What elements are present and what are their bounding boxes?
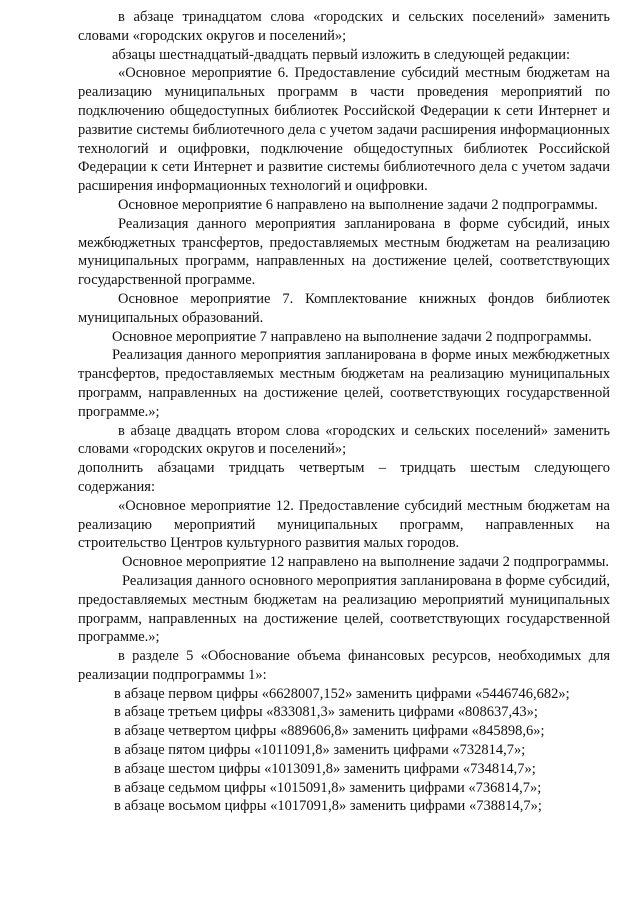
- paragraph-1: в абзаце тринадцатом слова «городских и сельских поселений» заменить словами «городских округов и поселений»;: [78, 9, 610, 44]
- paragraph-7: Основное мероприятие 7 направлено на выполнение задачи 2 подпрограммы.: [112, 328, 592, 345]
- amendment-list: [78, 685, 610, 817]
- list-item: в абзаце шестом цифры «1013091,8» заменить цифрами «734814,7»;: [114, 760, 536, 777]
- list-item: в абзаце первом цифры «6628007,152» заменить цифрами «5446746,682»;: [114, 685, 570, 702]
- paragraph-4: Основное мероприятие 6 направлено на выполнение задачи 2 подпрограммы.: [118, 196, 598, 213]
- paragraph-5: Реализация данного мероприятия запланирована в форме субсидий, иных межбюджетных трансфертов, предоставляемых местным бюджетам на реализацию муниципальных программ, направленных на достижение целей, соответствующих государственной программе.: [78, 215, 610, 289]
- paragraph-8: Реализация данного мероприятия запланирована в форме иных межбюджетных трансфертов, предоставляемых местным бюджетам на реализацию муниципальных программ, направленных на достижение целей, соответствующих государственной программе.»;: [78, 347, 610, 420]
- document-page: [78, 8, 610, 816]
- paragraph-6: Основное мероприятие 7. Комплектование книжных фондов библиотек муниципальных образований.: [78, 290, 610, 326]
- list-item: в абзаце третьем цифры «833081,3» заменить цифрами «808637,43»;: [114, 704, 538, 721]
- list-item: в абзаце четвертом цифры «889606,8» заменить цифрами «845898,6»;: [114, 723, 545, 740]
- paragraph-11: «Основное мероприятие 12. Предоставление субсидий местным бюджетам на реализацию мероприятий муниципальных программ, направленных на строительство Центров культурного развития малых городов.: [78, 497, 610, 552]
- paragraph-10: дополнить абзацами тридцать четвертым – тридцать шестым следующего содержания:: [78, 460, 610, 495]
- paragraph-12: Основное мероприятие 12 направлено на выполнение задачи 2 подпрограммы.: [122, 554, 610, 571]
- paragraph-2: абзацы шестнадцатый-двадцать первый изложить в следующей редакции:: [112, 46, 571, 63]
- list-item: в абзаце восьмом цифры «1017091,8» заменить цифрами «738814,7»;: [114, 798, 542, 815]
- paragraph-13: Реализация данного основного мероприятия запланирована в форме субсидий, предоставляемых местным бюджетам на реализацию мероприятий муниципальных программ, направленных на достижение целей, соответствующих государственной программе.»;: [78, 572, 610, 646]
- list-item: в абзаце пятом цифры «1011091,8» заменить цифрами «732814,7»;: [114, 742, 526, 759]
- paragraph-14: в разделе 5 «Обоснование объема финансовых ресурсов, необходимых для реализации подпрограммы 1»:: [78, 648, 610, 683]
- list-item: в абзаце седьмом цифры «1015091,8» заменить цифрами «736814,7»;: [114, 779, 542, 796]
- paragraph-3: «Основное мероприятие 6. Предоставление субсидий местным бюджетам на реализацию муниципальных программ в части проведения мероприятий по подключению общедоступных библиотек Российской Федерации к сети Интернет и развитие системы библиотечного дела с учетом задачи расширения информационных технологий и оцифровки, подключение общедоступных библиотек Российской Федерации к сети Интернет и развитие системы библиотечного дела с учетом задачи расширения информационных технологий и оцифровки.: [78, 65, 610, 195]
- paragraph-9: в абзаце двадцать втором слова «городских и сельских поселений» заменить словами «городских округов и поселений»;: [78, 422, 610, 458]
